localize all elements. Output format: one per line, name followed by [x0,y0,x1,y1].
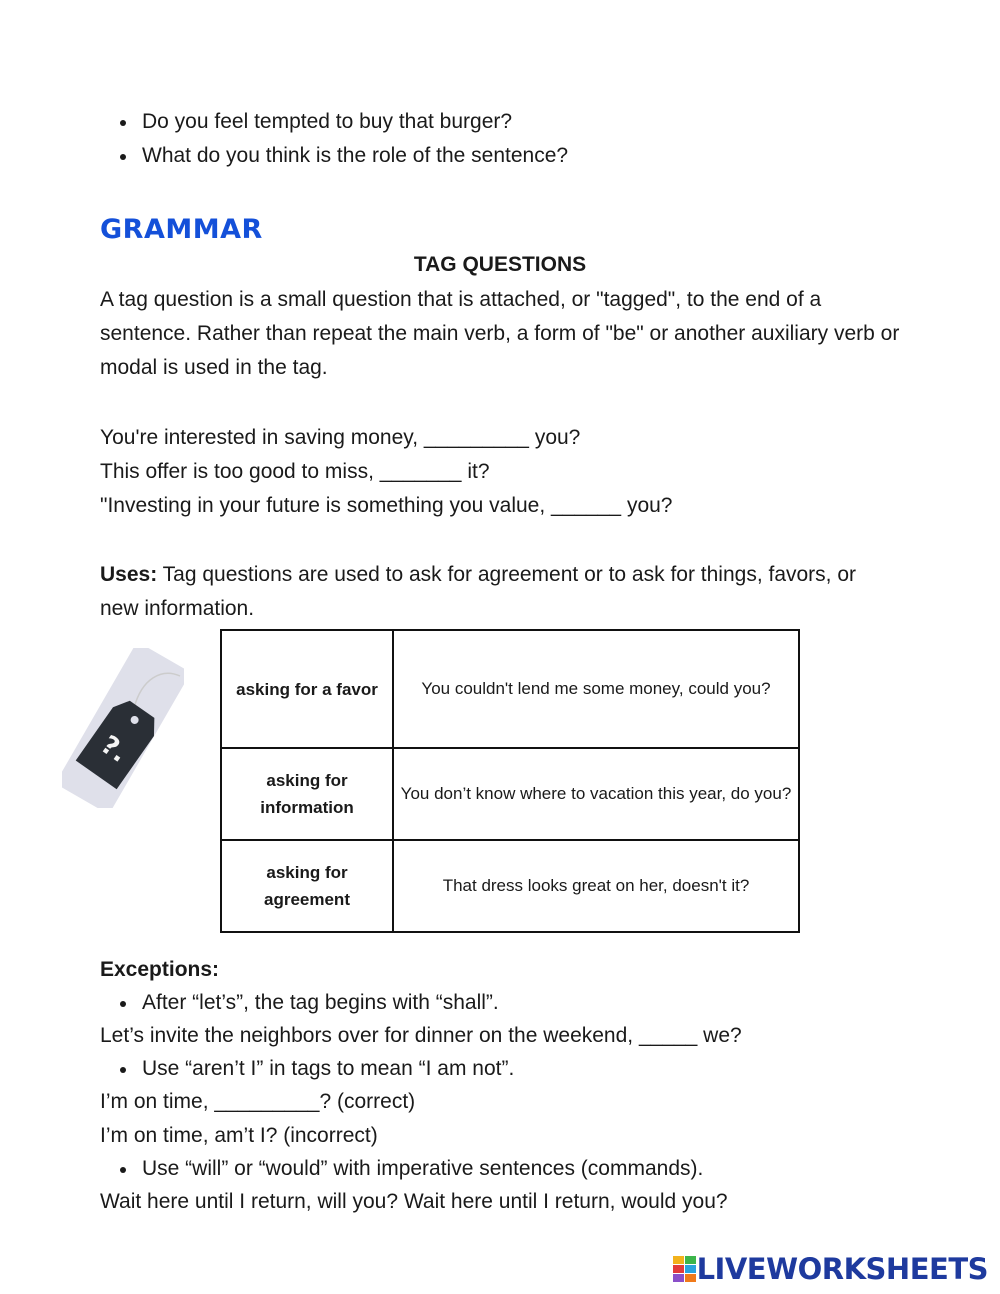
liveworksheets-logo [673,1252,988,1286]
definition-paragraph: A tag question is a small question that is attached, or "tagged", to the end of a sentence. Rather than repeat the main verb, a form of "be" or another auxiliary verb or modal is used in the tag. [100,288,900,379]
example-sentence: This offer is too good to miss, _______ it? [100,460,490,483]
use-label: asking for a favor [221,630,393,748]
exceptions-title: Exceptions: [100,958,220,981]
use-example: You couldn't lend me some money, could you? [393,630,799,748]
exception-example: Let’s invite the neighbors over for dinner on the weekend, _____ we? [100,1024,742,1047]
uses-table [220,629,800,933]
exception-example: I’m on time, am’t I? (incorrect) [100,1124,378,1147]
uses-paragraph [100,558,900,626]
exception-rule-text: Use “will” or “would” with imperative sentences (commands). [100,1152,703,1186]
exception-rule [100,986,499,1020]
logo-blocks-icon [673,1256,697,1282]
svg-text:?.: ?. [95,730,133,769]
table-row [221,840,799,932]
question-tag-image [62,648,184,808]
exception-rule-text: Use “aren’t I” in tags to mean “I am not”. [100,1052,514,1086]
subtitle: TAG QUESTIONS [413,253,587,276]
exception-rule [100,1052,514,1086]
exception-rule [100,1152,703,1186]
exception-example: I’m on time, _________? (correct) [100,1090,416,1113]
use-label: asking for information [221,748,393,840]
uses-text: Tag questions are used to ask for agreement or to ask for things, favors, or new information. [100,563,857,620]
intro-question: What do you think is the role of the sentence? [100,139,568,173]
use-example: That dress looks great on her, doesn't it? [393,840,799,932]
section-heading: GRAMMAR [100,214,263,245]
exception-example: Wait here until I return, will you? Wait here until I return, would you? [100,1190,728,1213]
example-sentence: "Investing in your future is something you value, ______ you? [100,494,673,517]
example-sentence: You're interested in saving money, _________ you? [100,426,581,449]
intro-question-list [100,105,568,173]
uses-label: Uses: [100,563,158,586]
use-label: asking for agreement [221,840,393,932]
table-row [221,748,799,840]
logo-text: LIVEWORKSHEETS [696,1252,988,1286]
use-example: You don’t know where to vacation this year, do you? [393,748,799,840]
exception-rule-text: After “let’s”, the tag begins with “shall”. [100,986,499,1020]
table-row [221,630,799,748]
intro-question: Do you feel tempted to buy that burger? [100,105,568,139]
